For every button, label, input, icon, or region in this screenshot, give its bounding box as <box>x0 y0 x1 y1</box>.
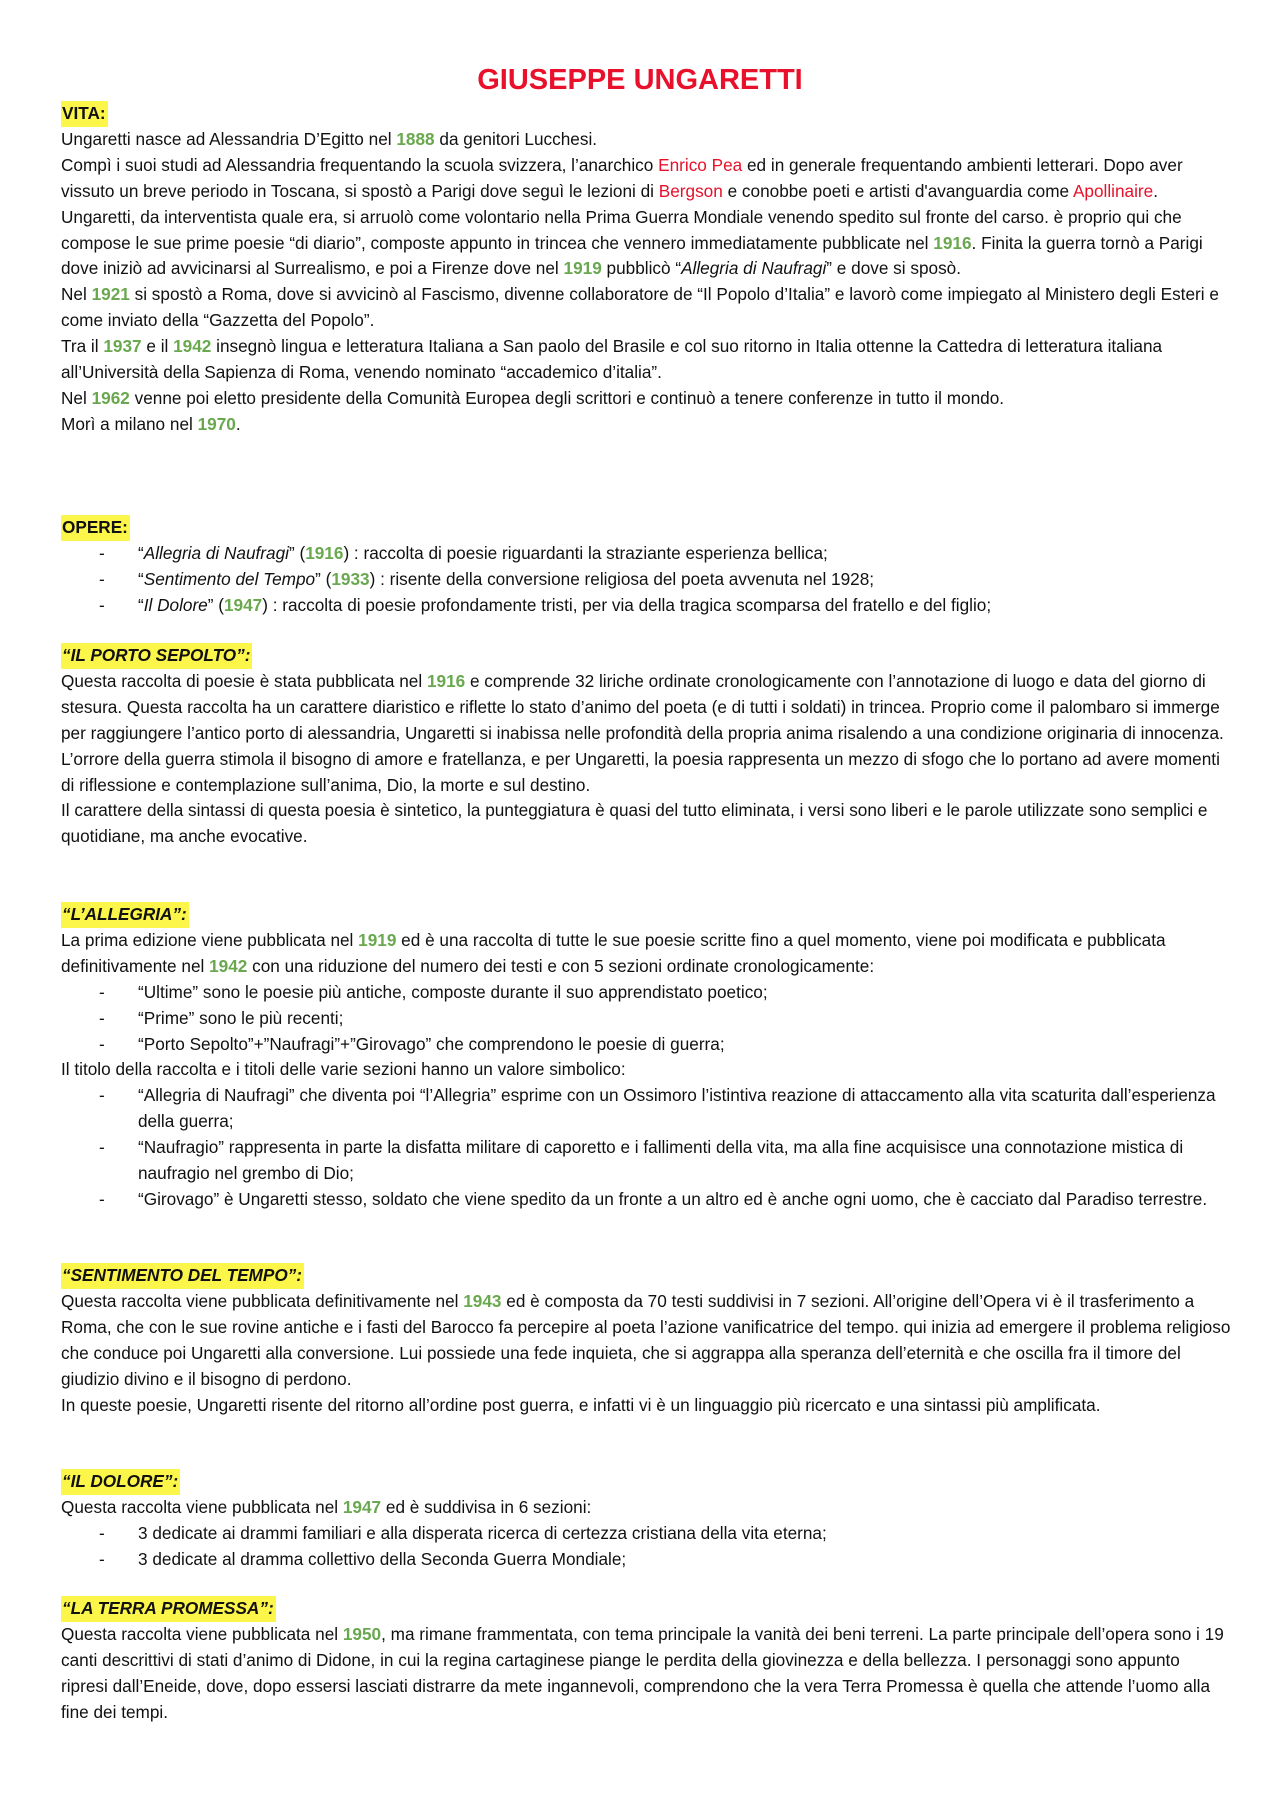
text: Compì i suoi studi ad Alessandria frequentando la scuola svizzera, l’anarchico <box>61 154 659 175</box>
list-item: - “Girovago” è Ungaretti stesso, soldato che viene spedito da un fronte a un altro ed è anche ogni uomo, che è cacciato dal Paradiso terrestre. <box>61 1187 1231 1213</box>
year: 1947 <box>223 594 263 615</box>
list-item <box>61 541 1231 567</box>
paragraph <box>61 386 1231 412</box>
work-title: Il Dolore <box>143 594 208 615</box>
section-allegria <box>61 902 1231 1213</box>
paragraph <box>61 127 1231 153</box>
text: La prima edizione viene pubblicata nel <box>61 929 359 950</box>
year: 1933 <box>331 568 370 589</box>
year: 1937 <box>103 336 142 357</box>
text: e il <box>141 336 174 357</box>
section-opere <box>61 515 1231 619</box>
text: Questa raccolta viene pubblicata nel <box>61 1623 343 1644</box>
text: Nel <box>61 284 92 305</box>
text: ed è composta da 70 testi suddivisi in 7 sezioni. All’origine dell’Opera vi è il trasferimento a Roma, che con le sue rovine antiche e i fasti del Barocco fa percepire al poeta l’azione vanificatrice del tempo. qui inizia ad emergere il problema religioso che conduce poi Ungaretti alla conversione. Lui possiede una fede inquieta, che si aggrappa alla speranza dell’eternità e che oscilla fra il timore del giudizio divino e il bisogno di perdono. <box>61 1290 1231 1389</box>
text: da genitori Lucchesi. <box>434 128 598 149</box>
section-heading: “IL PORTO SEPOLTO”: <box>61 643 252 669</box>
text: Questa raccolta viene pubblicata nel <box>61 1496 343 1517</box>
text: pubblicò “ <box>601 258 682 279</box>
text: si spostò a Roma, dove si avvicinò al Fascismo, divenne collaboratore de “Il Popolo d’Italia” e lavorò come impiegato al Ministero degli Esteri e come inviato della “Gazzetta del Popolo”. <box>61 284 1219 331</box>
section-sentimento-del-tempo <box>61 1263 1231 1418</box>
person-name: Apollinaire <box>1072 180 1154 201</box>
year: 1888 <box>396 128 435 149</box>
year: 1950 <box>342 1623 382 1644</box>
text: ” ( <box>207 594 224 615</box>
list-item <box>61 593 1231 619</box>
text: ) : raccolta di poesie profondamente tristi, per via della tragica scomparsa del fratello e del figlio; <box>262 594 992 615</box>
symbolic-list <box>61 1083 1231 1213</box>
text: “ <box>138 594 144 615</box>
text: e conobbe poeti e artisti d'avanguardia come <box>722 180 1073 201</box>
section-il-dolore <box>61 1469 1231 1573</box>
text: Ungaretti, da interventista quale era, si arruolò come volontario nella Prima Guerra Mondiale venendo spedito sul fronte del carso. è proprio qui che compose le sue prime poesie “di diario”, composte appunto in trincea che vennero immediatamente pubblicate nel <box>61 206 1182 253</box>
text: ) : risente della conversione religiosa del poeta avvenuta nel 1928; <box>369 568 875 589</box>
text: ” e dove si sposò. <box>826 258 962 279</box>
text: “ <box>138 542 144 563</box>
text: Ungaretti nasce ad Alessandria D’Egitto nel <box>61 128 397 149</box>
text: . <box>1153 180 1158 201</box>
list-item: - 3 dedicate ai drammi familiari e alla disperata ricerca di certezza cristiana della vita eterna; <box>61 1521 1231 1547</box>
section-heading: “SENTIMENTO DEL TEMPO”: <box>61 1263 304 1289</box>
sections-list <box>61 1521 1231 1573</box>
year: 1947 <box>342 1496 382 1517</box>
section-porto-sepolto <box>61 643 1231 850</box>
paragraph <box>61 205 1231 283</box>
text: e comprende 32 liriche ordinate cronologicamente con l’annotazione di luogo e data del giorno di stesura. Questa raccolta ha un carattere diaristico e riflette lo stato d’animo del poeta (e di tutti i soldati) in trincea. Proprio come il palombaro si immerge per raggiungere l’antico porto di alessandria, Ungaretti si inabissa nelle profondità della propria anima risalendo a una condizione originaria di innocenza. L’orrore della guerra stimola il bisogno di amore e fratellanza, e per Ungaretti, la poesia rappresenta un mezzo di sfogo che lo portano ad avere momenti di riflessione e contemplazione sull’anima, Dio, la morte e sul destino. <box>61 670 1224 795</box>
paragraph <box>61 1622 1231 1726</box>
year: 1943 <box>463 1290 502 1311</box>
text: con una riduzione del numero dei testi e con 5 sezioni ordinate cronologicamente: <box>247 955 875 976</box>
work-title: Allegria di Naufragi <box>143 542 289 563</box>
year: 1919 <box>358 929 397 950</box>
text: ” ( <box>288 542 306 563</box>
section-heading: OPERE: <box>61 515 130 541</box>
page-title: GIUSEPPE UNGARETTI <box>477 64 803 96</box>
works-list <box>61 541 1231 619</box>
list-item: - “Allegria di Naufragi” che diventa poi “l’Allegria” esprime con un Ossimoro l’istintiva reazione di attaccamento alla vita scaturita dall’esperienza della guerra; <box>61 1083 1231 1135</box>
list-item: - 3 dedicate al dramma collettivo della Seconda Guerra Mondiale; <box>61 1547 1231 1573</box>
year: 1942 <box>173 336 212 357</box>
work-title: Allegria di Naufragi <box>681 258 827 279</box>
text: Nel <box>61 387 92 408</box>
text: . <box>235 413 241 434</box>
paragraph: Il titolo della raccolta e i titoli delle varie sezioni hanno un valore simbolico: <box>61 1059 626 1080</box>
paragraph: Il carattere della sintassi di questa poesia è sintetico, la punteggiatura è quasi del tutto eliminata, i versi sono liberi e le parole utilizzate sono semplici e quotidiane, ma anche evocative. <box>61 800 1208 847</box>
paragraph: In queste poesie, Ungaretti risente del ritorno all’ordine post guerra, e infatti vi è un linguaggio più ricercato e una sintassi più amplificata. <box>61 1394 1101 1415</box>
text: “ <box>138 568 144 589</box>
paragraph <box>61 928 1231 980</box>
text: Morì a milano nel <box>61 413 198 434</box>
work-title: Sentimento del Tempo <box>143 568 316 589</box>
text: , ma rimane frammentata, con tema principale la vanità dei beni terreni. La parte principale dell’opera sono i 19 canti descrittivi di stati d’animo di Didone, in cui la regina cartaginese piange le perdita della giovinezza e della bellezza. I personaggi sono appunto ripresi dall’Eneide, dove, dopo essersi lasciati distrarre da mete ingannevoli, comprendono che la vera Terra Promessa è quella che attende l’uomo alla fine dei tempi. <box>61 1623 1224 1722</box>
person-name: Bergson <box>658 180 723 201</box>
person-name: Enrico Pea <box>658 154 743 175</box>
paragraph <box>61 1495 1231 1521</box>
paragraph <box>61 153 1231 205</box>
year: 1962 <box>91 387 130 408</box>
paragraph <box>61 282 1231 334</box>
text: ed è una raccolta di tutte le sue poesie scritte fino a quel momento, viene poi modificata e pubblicata definitivamente nel <box>61 929 1166 976</box>
paragraph <box>61 334 1231 386</box>
list-item: - “Prime” sono le più recenti; <box>61 1006 1231 1032</box>
paragraph <box>61 412 1231 438</box>
section-heading: “IL DOLORE”: <box>61 1469 180 1495</box>
text: venne poi eletto presidente della Comunità Europea degli scrittori e continuò a tenere conferenze in tutto il mondo. <box>129 387 1005 408</box>
paragraph <box>61 669 1231 799</box>
list-item <box>61 567 1231 593</box>
year: 1919 <box>563 258 602 279</box>
section-heading: “LA TERRA PROMESSA”: <box>61 1596 276 1622</box>
section-heading: “L’ALLEGRIA”: <box>61 902 189 928</box>
year: 1921 <box>91 284 130 305</box>
sections-list <box>61 980 1231 1058</box>
paragraph <box>61 1289 1231 1393</box>
list-item: - “Porto Sepolto”+”Naufragi”+”Girovago” che comprendono le poesie di guerra; <box>61 1032 1231 1058</box>
text: . Finita la guerra tornò a Parigi dove iniziò ad avvicinarsi al Surrealismo, e poi a Firenze dove nel <box>61 232 1203 279</box>
section-vita <box>61 101 1231 438</box>
text: ed è suddivisa in 6 sezioni: <box>381 1496 592 1517</box>
list-item: - “Naufragio” rappresenta in parte la disfatta militare di caporetto e i fallimenti della vita, ma alla fine acquisisce una connotazione mistica di naufragio nel grembo di Dio; <box>61 1135 1231 1187</box>
text: ” ( <box>315 568 332 589</box>
text: ) : raccolta di poesie riguardanti la straziante esperienza bellica; <box>343 542 828 563</box>
text: insegnò lingua e letteratura Italiana a San paolo del Brasile e col suo ritorno in Italia ottenne la Cattedra di letteratura italiana all’Università della Sapienza di Roma, venendo nominato “accademico d’italia”. <box>61 336 1163 383</box>
list-item: - “Ultime” sono le poesie più antiche, composte durante il suo apprendistato poetico; <box>61 980 1231 1006</box>
section-heading: VITA: <box>61 101 108 127</box>
text: Questa raccolta di poesie è stata pubblicata nel <box>61 670 427 691</box>
text: Questa raccolta viene pubblicata definitivamente nel <box>61 1290 464 1311</box>
year: 1942 <box>209 955 248 976</box>
year: 1970 <box>197 413 236 434</box>
year: 1916 <box>933 232 972 253</box>
year: 1916 <box>426 670 466 691</box>
text: Tra il <box>61 336 104 357</box>
text: ed in generale frequentando ambienti letterari. Dopo aver vissuto un breve periodo in Toscana, si spostò a Parigi dove seguì le lezioni di <box>61 154 1183 201</box>
year: 1916 <box>305 542 344 563</box>
section-terra-promessa <box>61 1596 1231 1726</box>
